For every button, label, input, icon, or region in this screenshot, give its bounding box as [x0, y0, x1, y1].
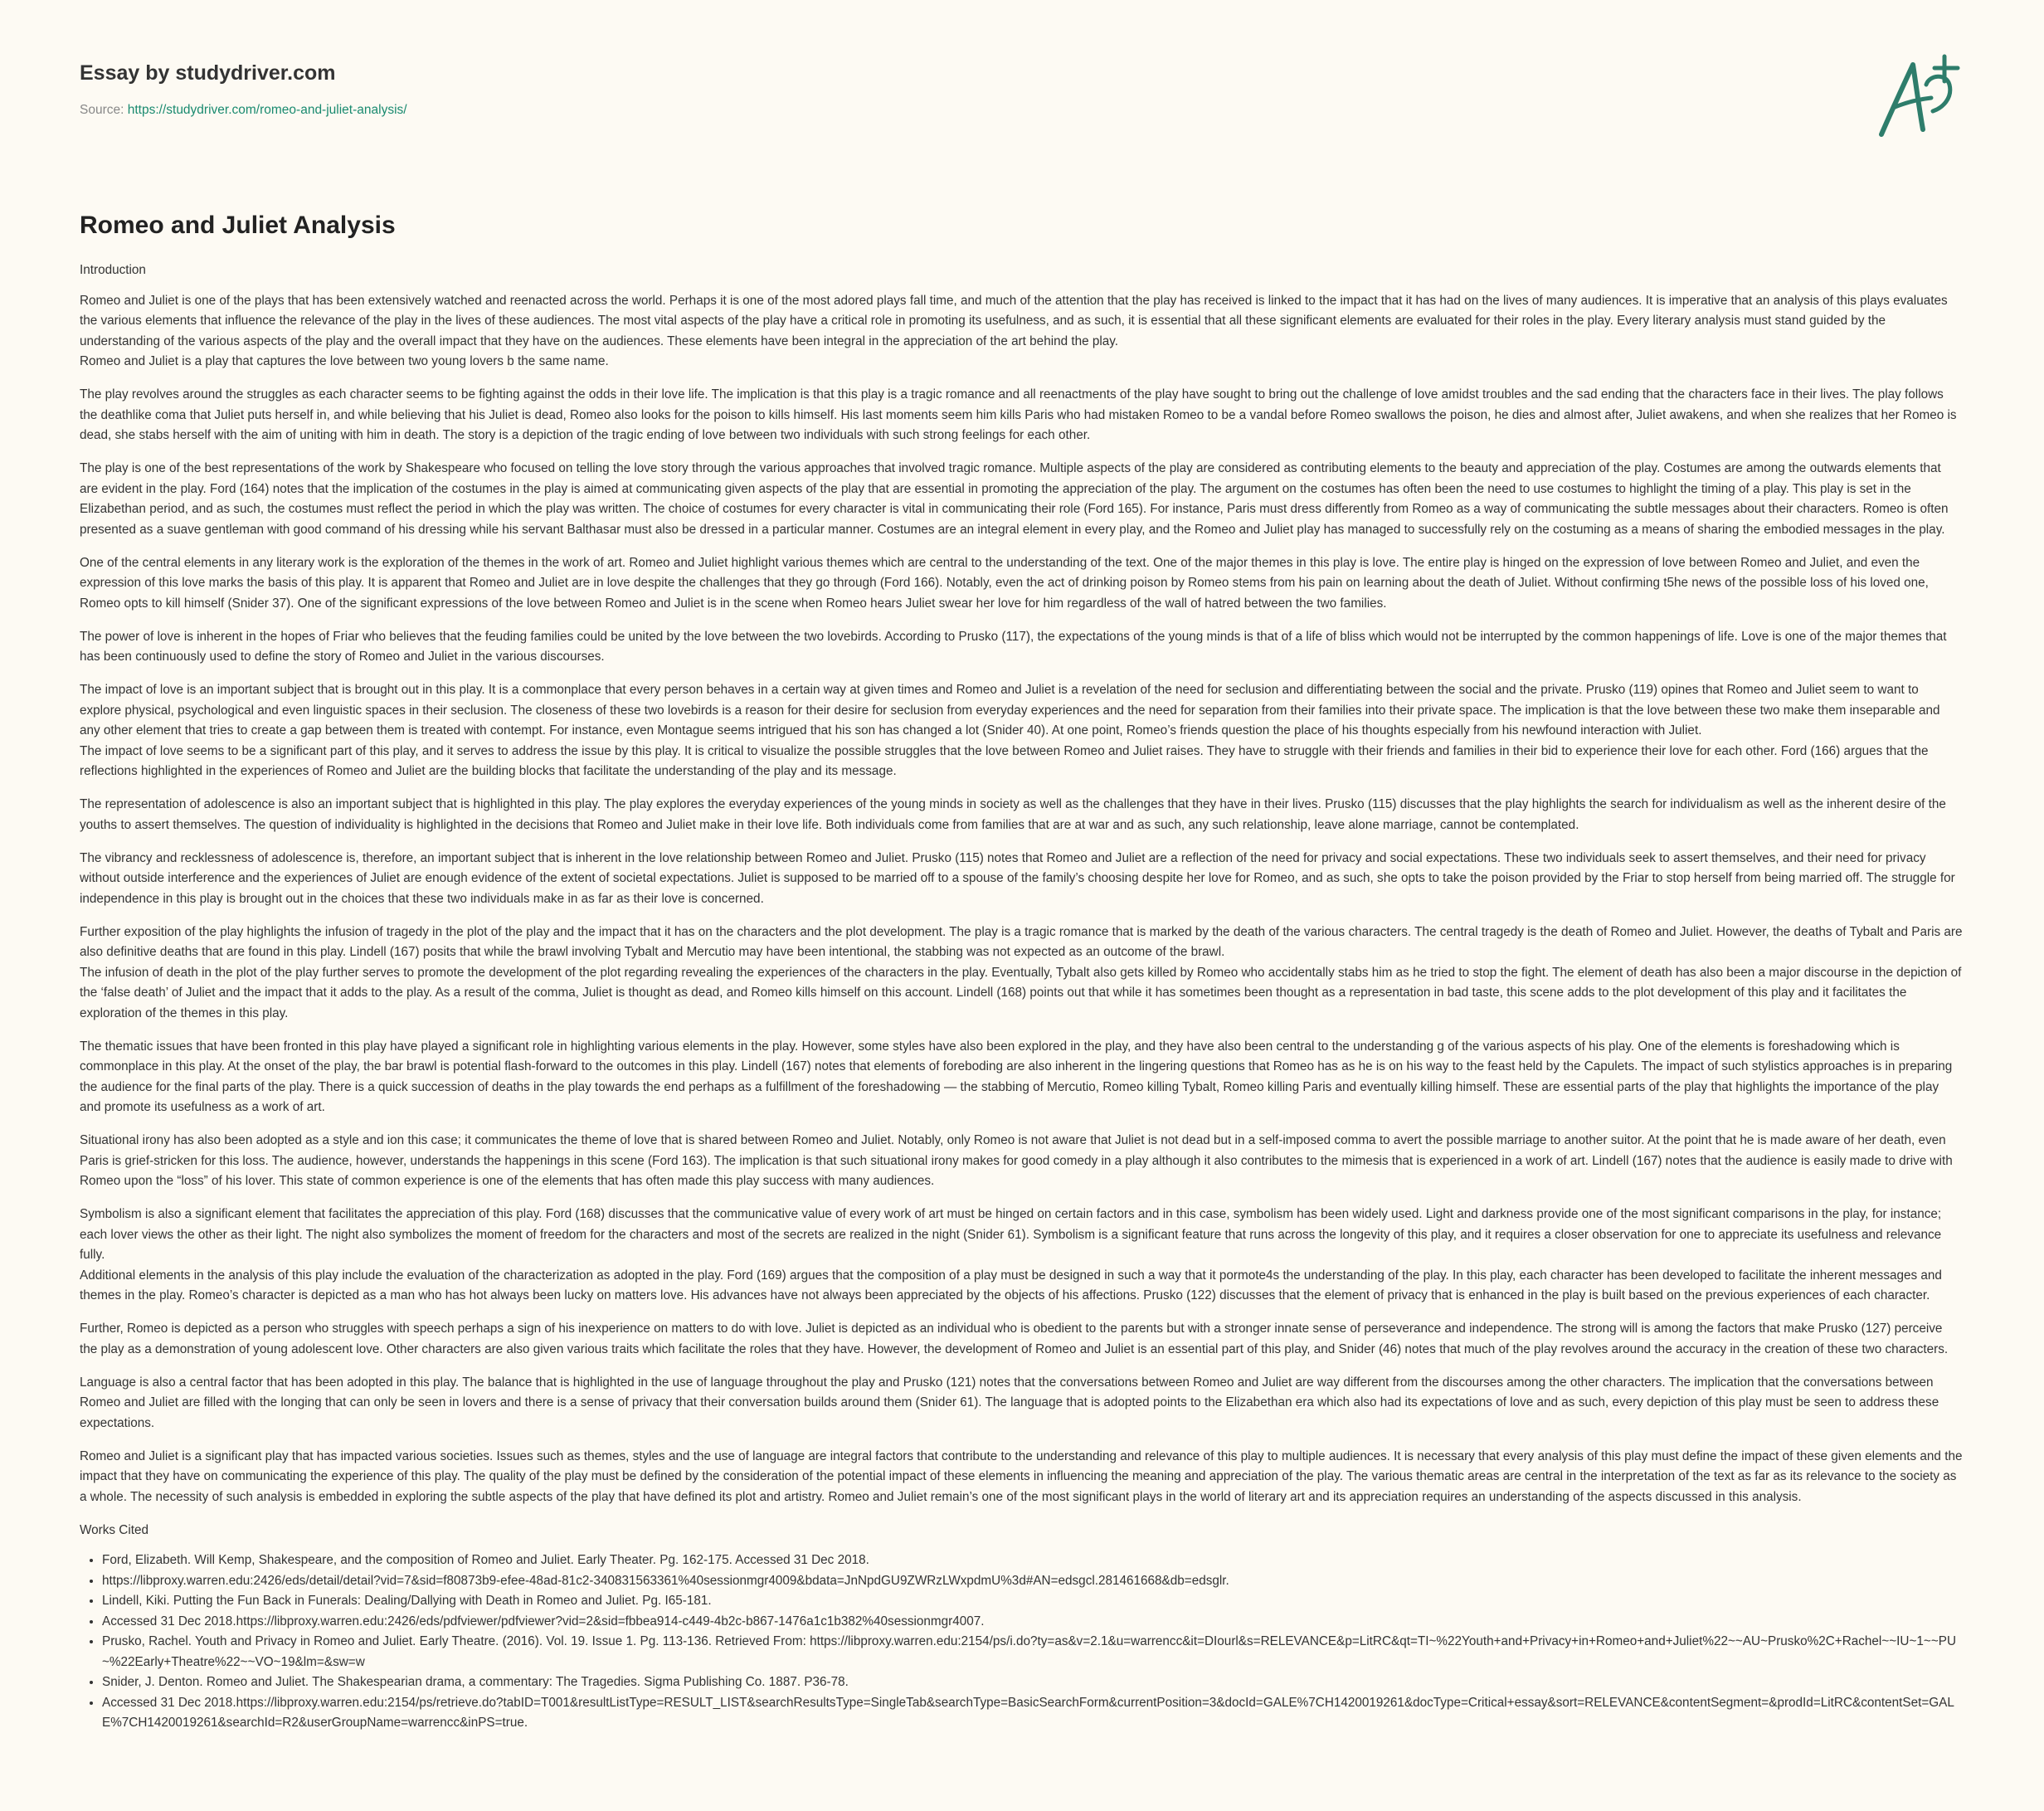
paragraph: Romeo and Juliet is one of the plays that has been extensively watched and reenacted across the world. Perhaps it is one of the most adored plays fall time, and much of the attention that the play has received is linked to the impact that it has had on the lives of many audiences. It is imperative that an analysis of this plays evaluates the various elements that influence the relevance of the play in the lives of these audiences. The most vital aspects of the play have a critical role in promoting its usefulness, and as such, it is essential that all these significant elements are evaluated for their roles in the play. Every literary analysis must stand guided by the understanding of the various aspects of the play and the overall impact that they have on the audiences. These elements have been integral in the appreciation of the art behind the play. [80, 293, 1948, 348]
source-label: Source: [80, 103, 128, 117]
paragraph: The infusion of death in the plot of the play further serves to promote the development of the plot regarding revealing the experiences of the characters in the play. Eventually, Tybalt also gets killed by Romeo who accidentally stabs him as he tried to stop the fight. The element of death has also been a major discourse in the depiction of the ‘false death’ of Juliet and the impact that it adds to the play. As a result of the comma, Juliet is thought as dead, and Romeo kills himself on this account. Lindell (168) points out that while it has sometimes been thought as a representation in bad taste, this scene adds to the plot development of this play and it facilitates the exploration of the themes in this play. [80, 965, 1962, 1020]
essay-header [80, 60, 1963, 119]
works-cited-item: • https://libproxy.warren.edu:2426/eds/detail/detail?vid=7&sid=f80873b9-efee-48ad-81c2-340831563361%40sessionmgr4009&bdata=JnNpdGU9ZWRzLWxpdmU%3d#AN=edsgcl.281461668&db=edsglr. [102, 1571, 1963, 1592]
brand-title: Essay by studydriver.com [80, 61, 336, 85]
essay-title: Romeo and Juliet Analysis [80, 212, 396, 239]
paragraph: Symbolism is also a significant element that facilitates the appreciation of this play. Ford (168) discusses that the communicative value of every work of art must be hinged on certain factors and in this case, symbolism has been widely used. Light and darkness provide one of the most significant comparisons in the play, for instance; each lover views the other as their light. The night also symbolizes the moment of freedom for the characters and most of the secrets are realized in the night (Snider 61). Symbolism is a significant feature that runs across the longevity of this play, and it requires a closer observation for one to appreciate its usefulness and relevance fully. [80, 1207, 1942, 1262]
paragraph: The vibrancy and recklessness of adolescence is, therefore, an important subject that is inherent in the love relationship between Romeo and Juliet. Prusko (115) notes that Romeo and Juliet are a reflection of the need for privacy and social expectations. These two individuals seek to assert themselves, and their need for privacy without outside interference and the experiences of Juliet are enough evidence of the extent of societal expectations. Juliet is supposed to be married off to a spouse of the family’s choosing despite her love for Romeo, and as such, she opts to take the poison provided by the Friar to stop herself from being married off. The struggle for independence in this play is brought out in the choices that these two individuals make in as far as their love is concerned. [80, 850, 1955, 906]
works-cited-item: • Snider, J. Denton. Romeo and Juliet. The Shakespearian drama, a commentary: The Tragedies. Sigma Publishing Co. 1887. P36-78. [102, 1672, 1963, 1693]
paragraph: Further exposition of the play highlights the infusion of tragedy in the plot of the play and the impact that it has on the characters and the plot development. The play is a tragic romance that is marked by the death of the various characters. The central tragedy is the death of Romeo and Juliet. However, the deaths of Tybalt and Paris are also definitive deaths that are found in this play. Lindell (167) posits that while the brawl involving Tybalt and Mercutio may have been intentional, the stabbing was not expected as an outcome of the brawl. [80, 924, 1963, 959]
paragraph: The thematic issues that have been fronted in this play have played a significant role in highlighting various elements in the play. However, some styles have also been explored in the play, and they have also been central to the understanding g of the various aspects of his play. One of the elements is foreshadowing which is commonplace in this play. At the onset of the play, the bar brawl is potential flash-forward to the outcomes in this play. Lindell (167) notes that elements of foreboding are also inherent in the lingering questions that Romeo has as he is on his way to the feast held by the Capulets. The impact of such stylistics approaches is in preparing the audience for the final parts of the play. There is a quick succession of deaths in the play towards the end perhaps as a fulfillment of the foreshadowing — the stabbing of Mercutio, Romeo killing Tybalt, Romeo killing Paris and eventually killing himself. These are essential parts of the play that highlights the importance of the play and promote its usefulness as a work of art. [80, 1039, 1953, 1114]
essay-body [80, 260, 1963, 1734]
paragraph: The impact of love is an important subject that is brought out in this play. It is a commonplace that every person behaves in a certain way at given times and Romeo and Juliet is a revelation of the need for seclusion and differentiating between the social and the private. Prusko (119) opines that Romeo and Juliet seem to want to explore physical, psychological and even linguistic spaces in their seclusion. The closeness of these two lovebirds is a reason for their desire for seclusion from everyday experiences and the need for separation from their families into their private space. The implication is that the love between these two make them inseparable and any other element that tries to create a gap between them is treated with contempt. For instance, even Montague seems intrigued that his son has changed a lot (Snider 40). At one point, Romeo’s friends question the place of his thoughts especially from his newfound interaction with Juliet. [80, 683, 1940, 738]
works-cited-item: • Accessed 31 Dec 2018.https://libproxy.warren.edu:2154/ps/retrieve.do?tabID=T001&resultListType=RESULT_LIST&searchResultsType=SingleTab&searchType=BasicSearchForm&currentPosition=3&docId=GALE%7CH1420019261&docType=Critical+essay&sort=RELEVANCE&contentSegment=&prodId=LitRC&contentSet=GALE%7CH1420019261&searchId=R2&userGroupName=warrencc&inPS=true. [102, 1693, 1963, 1734]
paragraph: The power of love is inherent in the hopes of Friar who believes that the feuding families could be united by the love between the two lovebirds. According to Prusko (117), the expectations of the young minds is that of a life of bliss which would not be interrupted by the common happenings of life. Love is one of the major themes that has been continuously used to define the story of Romeo and Juliet in the various discourses. [80, 629, 1947, 664]
paragraph: Further, Romeo is depicted as a person who struggles with speech perhaps a sign of his inexperience on matters to do with love. Juliet is depicted as an individual who is obedient to the parents but with a stronger innate sense of perseverance and independence. The strong will is among the factors that make Prusko (127) perceive the play as a demonstration of young adolescent love. Other characters are also given various traits which facilitate the roles that they have. However, the development of Romeo and Juliet is an essential part of this play, and Snider (46) notes that much of the play revolves around the accuracy in the creation of these two characters. [80, 1322, 1949, 1356]
paragraph: Situational irony has also been adopted as a style and ion this case; it communicates the theme of love that is shared between Romeo and Juliet. Notably, only Romeo is not aware that Juliet is not dead but in a self-imposed comma to avert the possible marriage to another suitor. At the point that he is made aware of her death, even Paris is grief-stricken for this loss. The audience, however, understands the happenings in this scene (Ford 163). The implication is that such situational irony makes for good comedy in a play although it also contributes to the mimesis that is experienced in a work of art. Lindell (167) notes that the audience is easily made to drive with Romeo upon the “loss” of his lover. This state of common experience is one of the elements that has often made this play success with many audiences. [80, 1133, 1953, 1188]
paragraph: The representation of adolescence is also an important subject that is highlighted in this play. The play explores the everyday experiences of the young minds in society as well as the challenges that they have in their lives. Prusko (115) discusses that the play highlights the search for individualism as well as the inherent desire of the youths to assert themselves. The question of individuality is highlighted in the decisions that Romeo and Juliet make in their love life. Both individuals come from families that are at war and as such, any such relationship, leave alone marriage, cannot be contemplated. [80, 797, 1946, 832]
works-cited-item: • Prusko, Rachel. Youth and Privacy in Romeo and Juliet. Early Theatre. (2016). Vol. 19. Issue 1. Pg. 113-136. Retrieved From: https://libproxy.warren.edu:2154/ps/i.do?ty=as&v=2.1&u=warrencc&it=DIourl&s=RELEVANCE&p=LitRC&qt=TI~%22Youth+and+Privacy+in+Romeo+and+Juliet%22~~AU~Prusko%2C+Rachel~~IU~1~~PU~%22Early+Theatre%22~~VO~19&lm=&sw=w [102, 1632, 1963, 1672]
paragraph: Romeo and Juliet is a significant play that has impacted various societies. Issues such as themes, styles and the use of language are integral factors that contribute to the understanding and relevance of this play to multiple audiences. It is necessary that every analysis of this play must define the impact of these given elements and the impact that they have on communicating the experience of this play. The quality of the play must be defined by the consideration of the potential impact of these elements in influencing the meaning and appreciation of the play. The various thematic areas are central in the interpretation of the text as far as its relevance to the society as a whole. The necessity of such analysis is embedded in exploring the subtle aspects of the play that have defined its plot and artistry. Romeo and Juliet remain’s one of the most significant plays in the world of literary art and its appreciation requires an understanding of the aspects discussed in this analysis. [80, 1448, 1963, 1504]
paragraph: The impact of love seems to be a significant part of this play, and it serves to address the issue by this play. It is critical to visualize the possible struggles that the love between Romeo and Juliet raises. They have to struggle with their friends and families in their bid to experience their love for each other. Ford (166) argues that the reflections highlighted in the experiences of Romeo and Juliet are the building blocks that facilitate the understanding of the play and its message. [80, 743, 1929, 778]
source-link[interactable]: https://studydriver.com/romeo-and-juliet-analysis/ [127, 103, 407, 117]
a-plus-logo-icon [1875, 53, 1966, 139]
works-cited-item: • Ford, Elizabeth. Will Kemp, Shakespeare, and the composition of Romeo and Juliet. Early Theater. Pg. 162-175. Accessed 31 Dec 2018. [102, 1551, 1963, 1571]
paragraph: Additional elements in the analysis of this play include the evaluation of the characterization as adopted in the play. Ford (169) argues that the composition of a play must be designed in such a way that it pormote4s the understanding of the play. In this play, each character has been developed to facilitate the inherent messages and themes in the play. Romeo’s character is depicted as a man who has hot always been lucky on matters love. His advances have not always been appreciated by the objects of his affections. Prusko (122) discusses that the element of privacy that is enhanced in the play is built based on the previous experiences of each character. [80, 1268, 1942, 1302]
paragraph: The play revolves around the struggles as each character seems to be fighting against the odds in their love life. The implication is that this play is a tragic romance and all reenactments of the play have sought to bring out the challenge of love amidst troubles and the sad ending that the characters face in their lives. The play follows the deathlike coma that Juliet puts herself in, and while believing that his Juliet is dead, Romeo also looks for the poison to kills himself. His last moments seem him kills Paris who had mistaken Romeo to be a vandal before Romeo swallows the poison, he dies and almost after, Juliet awakens, and when she realizes that her Romeo is dead, she stabs herself with the aim of uniting with him in death. The story is a depiction of the tragic ending of love between two individuals with such strong feelings for each other. [80, 387, 1957, 442]
paragraph: The play is one of the best representations of the work by Shakespeare who focused on telling the love story through the various approaches that involved tragic romance. Multiple aspects of the play are considered as contributing elements to the beauty and appreciation of the play. Costumes are among the outwards elements that are evident in the play. Ford (164) notes that the implication of the costumes in the play is aimed at communicating given aspects of the play that are essential in promoting the appreciation of the play. The argument on the costumes has often been the need to use costumes to highlight the timing of a play. This play is set in the Elizabethan period, and as such, the costumes must reflect the period in which the play was written. The choice of costumes for every character is vital in communicating their role (Ford 165). For instance, Paris must dress differently from Romeo as a way of communicating the subtle messages about their characters. Romeo is often presented as a suave gentleman with good command of his dressing while his servant Balthasar must also be dressed in a particular manner. Costumes are an integral element in every play, and the Romeo and Juliet play has managed to successfully rely on the costuming as a means of sharing the embodied messages in the play. [80, 461, 1949, 537]
works-cited-item: • Lindell, Kiki. Putting the Fun Back in Funerals: Dealing/Dallying with Death in Romeo and Juliet. Pg. I65-181. [102, 1591, 1963, 1612]
paragraph: One of the central elements in any literary work is the exploration of the themes in the work of art. Romeo and Juliet highlight various themes which are central to the understanding of the text. One of the major themes in this play is love. The entire play is hinged on the expression of love between Romeo and Juliet, and even the expression of this love marks the basis of this play. It is apparent that Romeo and Juliet are in love despite the challenges that they go through (Ford 166). Notably, even the act of drinking poison by Romeo stems from his pain on learning about the death of Juliet. Without confirming t5he news of the possible loss of his loved one, Romeo opts to kill himself (Snider 37). One of the significant expressions of the love between Romeo and Juliet is in the scene when Romeo hears Juliet swear her love for him regardless of the wall of hatred between the two families. [80, 555, 1929, 611]
section-heading-introduction: Introduction [80, 263, 146, 277]
works-cited-item: • Accessed 31 Dec 2018.https://libproxy.warren.edu:2426/eds/pdfviewer/pdfviewer?vid=2&sid=fbbea914-c449-4b2c-b867-1476a1c1b382%40sessionmgr4007. [102, 1612, 1963, 1633]
section-heading-works-cited: Works Cited [80, 1522, 149, 1537]
works-cited-list [80, 1551, 1963, 1734]
paragraph: Language is also a central factor that has been adopted in this play. The balance that is highlighted in the use of language throughout the play and Prusko (121) notes that the conversations between Romeo and Juliet are way different from the discourses among the other characters. The implication that the conversations between Romeo and Juliet are filled with the longing that can only be seen in lovers and there is a sense of privacy that their conversation builds around them (Snider 61). The language that is adopted points to the Elizabethan era which also had its expectations of love and as such, every depiction of this play must be seen to address these expectations. [80, 1375, 1939, 1430]
source-line [80, 102, 1963, 119]
paragraph: Romeo and Juliet is a play that captures the love between two young lovers b the same name. [80, 354, 609, 368]
